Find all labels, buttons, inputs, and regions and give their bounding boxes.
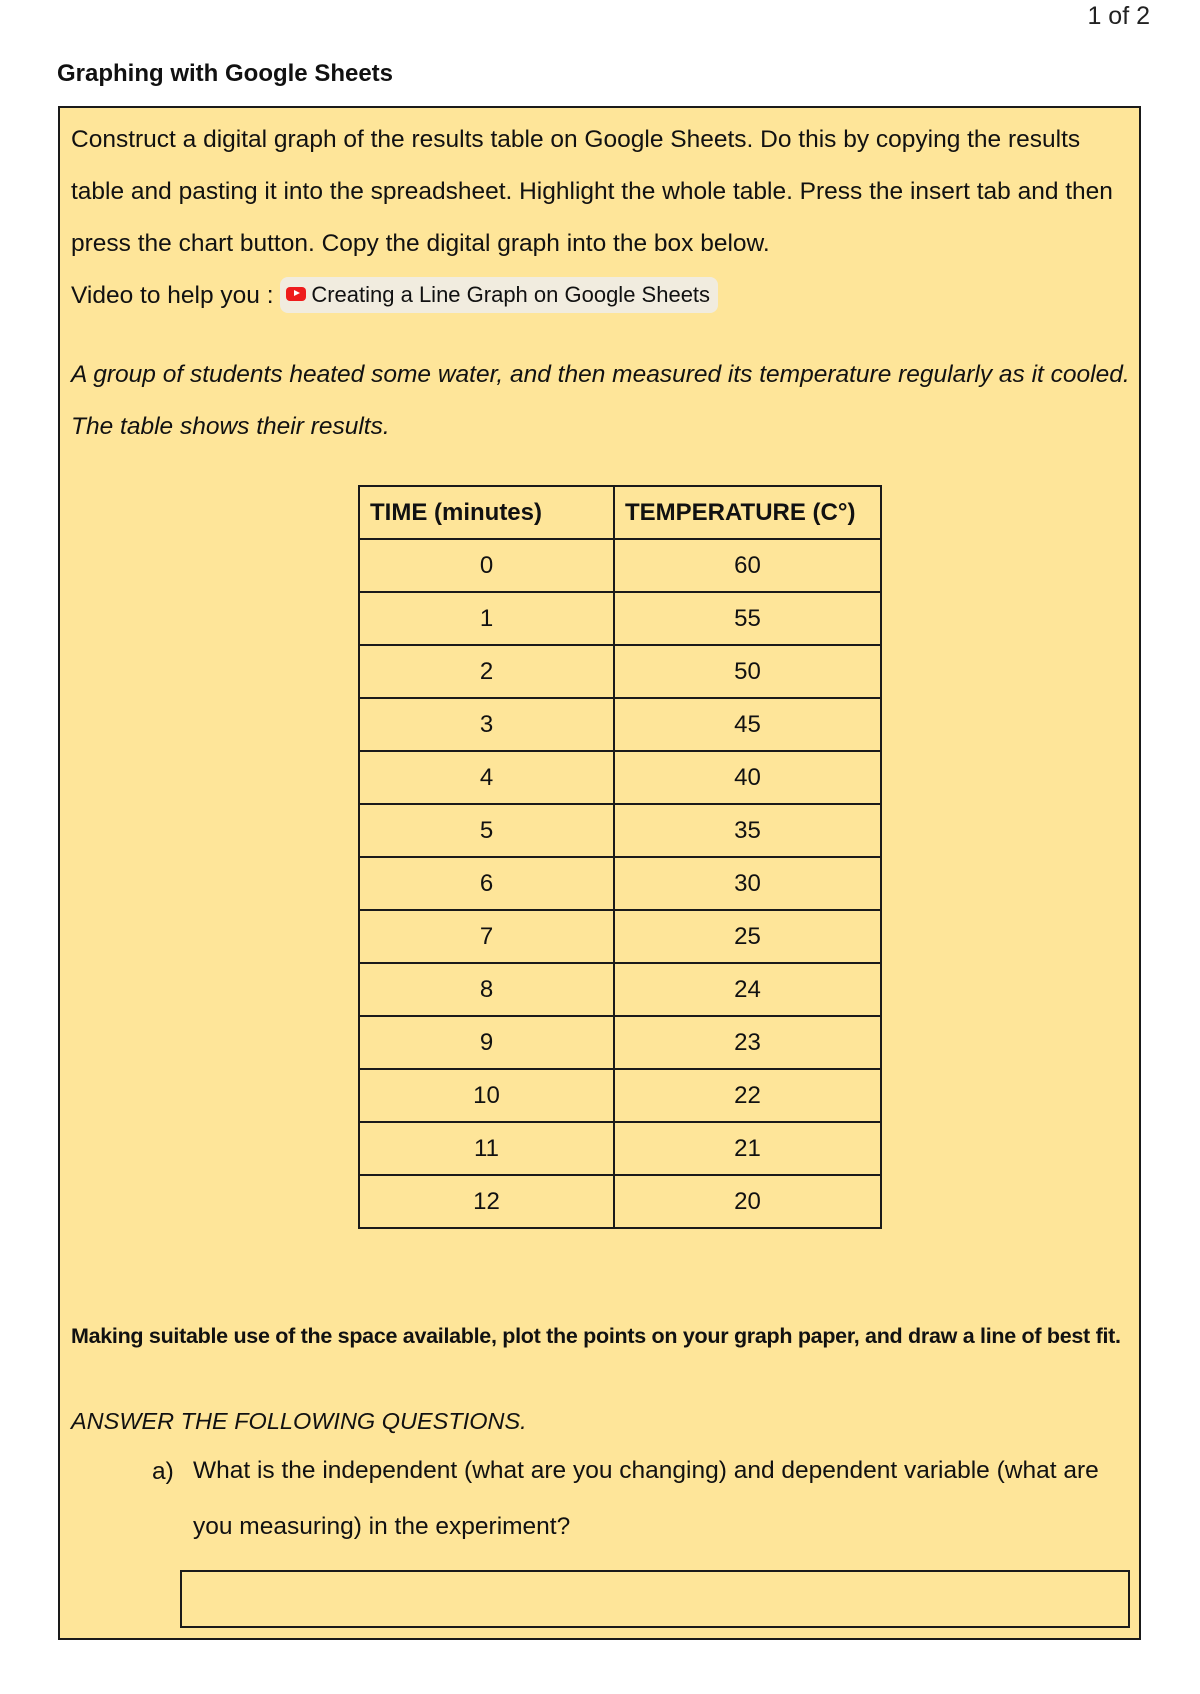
video-link-text[interactable]: Creating a Line Graph on Google Sheets xyxy=(311,281,711,307)
time-cell: 6 xyxy=(359,857,614,910)
time-cell: 7 xyxy=(359,910,614,963)
temperature-cell: 40 xyxy=(614,751,881,804)
table-row xyxy=(359,539,881,592)
time-cell: 2 xyxy=(359,645,614,698)
time-cell: 11 xyxy=(359,1122,614,1175)
table-row xyxy=(359,751,881,804)
video-help-line xyxy=(71,270,1131,322)
time-cell: 8 xyxy=(359,963,614,1016)
question-a-text: What is the independent (what are you changing) and dependent variable (what are you measuring) in the experiment? xyxy=(193,1457,1099,1540)
table-row xyxy=(359,804,881,857)
temperature-cell: 21 xyxy=(614,1122,881,1175)
temperature-cell: 55 xyxy=(614,592,881,645)
temperature-cell: 25 xyxy=(614,910,881,963)
time-cell: 12 xyxy=(359,1175,614,1228)
results-table xyxy=(358,485,882,1229)
temperature-cell: 23 xyxy=(614,1016,881,1069)
temperature-cell: 35 xyxy=(614,804,881,857)
graph-instruction: Making suitable use of the space available, plot the points on your graph paper, and draw a line of best fit. xyxy=(71,1324,1121,1348)
time-cell: 4 xyxy=(359,751,614,804)
worksheet-panel xyxy=(58,106,1141,1640)
question-a-label: a) xyxy=(152,1458,174,1485)
header-time: TIME (minutes) xyxy=(359,486,614,539)
table-row xyxy=(359,963,881,1016)
time-cell: 10 xyxy=(359,1069,614,1122)
youtube-icon xyxy=(286,287,306,301)
document-title: Graphing with Google Sheets xyxy=(57,60,394,87)
time-cell: 3 xyxy=(359,698,614,751)
temperature-cell: 30 xyxy=(614,857,881,910)
video-help-label: Video to help you : xyxy=(71,282,274,309)
temperature-cell: 45 xyxy=(614,698,881,751)
table-row xyxy=(359,645,881,698)
questions-heading: ANSWER THE FOLLOWING QUESTIONS. xyxy=(71,1408,527,1434)
table-row xyxy=(359,592,881,645)
table-row xyxy=(359,910,881,963)
time-cell: 1 xyxy=(359,592,614,645)
video-link-chip[interactable] xyxy=(280,277,718,313)
table-row xyxy=(359,1122,881,1175)
table-row xyxy=(359,857,881,910)
table-row xyxy=(359,1069,881,1122)
table-row xyxy=(359,1016,881,1069)
header-temperature: TEMPERATURE (C°) xyxy=(614,486,881,539)
answer-box[interactable] xyxy=(180,1570,1130,1628)
table-header-row xyxy=(359,486,881,539)
page-number: 1 of 2 xyxy=(1087,2,1150,30)
intro-instructions: Construct a digital graph of the results table on Google Sheets. Do this by copying the results table and pasting it into the spreadsheet. Highlight the whole table. Press the insert tab and then press the chart button. Copy the digital graph into the box below. xyxy=(71,126,1113,257)
temperature-cell: 60 xyxy=(614,539,881,592)
time-cell: 0 xyxy=(359,539,614,592)
temperature-cell: 20 xyxy=(614,1175,881,1228)
time-cell: 9 xyxy=(359,1016,614,1069)
table-row xyxy=(359,1175,881,1228)
temperature-cell: 24 xyxy=(614,963,881,1016)
table-row xyxy=(359,698,881,751)
temperature-cell: 50 xyxy=(614,645,881,698)
temperature-cell: 22 xyxy=(614,1069,881,1122)
time-cell: 5 xyxy=(359,804,614,857)
experiment-scenario: A group of students heated some water, and then measured its temperature regularly as it cooled. The table shows their results. xyxy=(71,361,1130,440)
